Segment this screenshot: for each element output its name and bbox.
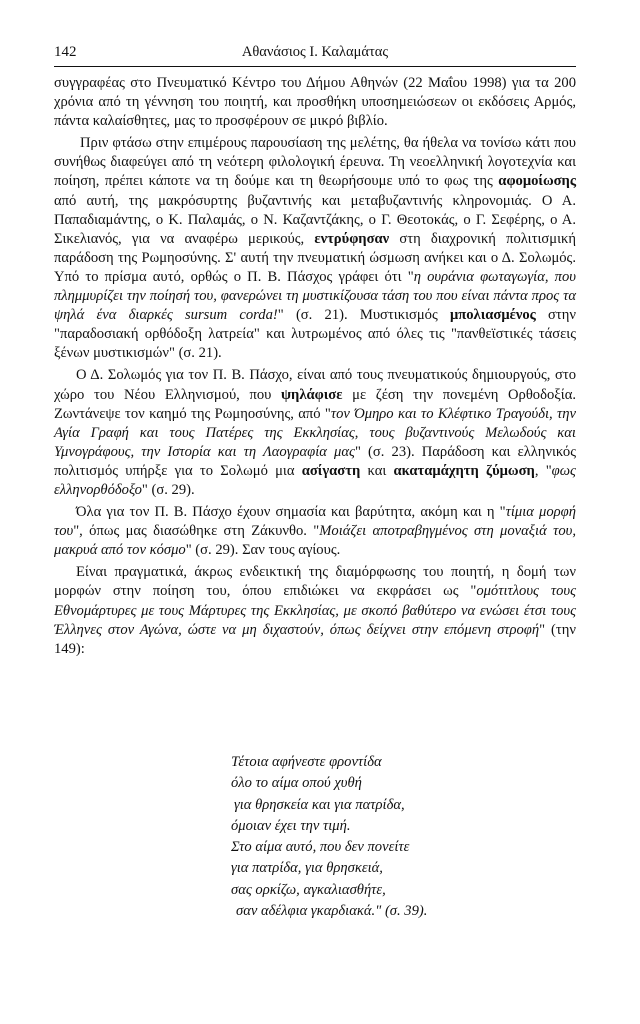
poem-line: σας ορκίζω, αγκαλιασθήτε, <box>231 881 386 898</box>
emphasis-bold: ψηλάφισε <box>281 386 343 403</box>
quotation-italic: ομότιτλους τους Εθνομάρτυρες με τους Μάρτυρες της Εκκλησίας, με σκοπό βαθύτερο να ενώσει έτσι τους Έλληνες στον Αγώνα, ώστε να μη διχαστούν, όπως δείχνει στην επόμενη στροφή <box>54 583 576 638</box>
paragraph-intro <box>54 134 576 363</box>
text-run: στην "παραδοσιακή ορθόδοξη λατρεία" και λυτρωμένος από όλες τις "πανθεϊστικές τάσεις ξένων μυστικισμών" (σ. 21). <box>54 307 576 362</box>
text-run: Ο Δ. Σολωμός για τον Π. Β. Πάσχο, είναι από τους πνευματικούς δημιουργούς, στο χώρο του Νέου Ελληνισμού, που <box>54 367 576 403</box>
page-header <box>54 42 576 67</box>
quotation-italic: φως ελληνορθόδοξο <box>54 462 576 498</box>
emphasis-bold: εντρύφησαν <box>314 230 390 247</box>
poem-line: για θρησκεία και για πατρίδα, <box>234 796 405 813</box>
text-run: " (σ. 29). Σαν τους αγίους. <box>185 542 341 559</box>
running-head: Αθανάσιος Ι. Καλαμάτας <box>241 44 389 60</box>
paragraph-significance <box>54 503 576 560</box>
poem-line: για πατρίδα, για θρησκειά, <box>231 860 383 877</box>
poem-line: σαν αδέλφια γκαρδιακά." (σ. 39). <box>236 903 428 920</box>
text-run: συγγραφέας στο Πνευματικό Κέντρο του Δήμου Αθηνών (22 Μαΐου 1998) για τα 200 χρόνια από τη γέννηση του ποιητή, και προσθήκη υποσημειώσεων οι εκδόσεις Αρμός, πάντα καλαίσθητες, μας το προσφέρουν σε μικρό βιβλίο. <box>54 75 576 130</box>
quotation-italic: τίμια μορφή του <box>54 504 576 540</box>
text-run: " (σ. 21). Μυστικισμός <box>277 307 450 324</box>
text-run: " (την 149): <box>54 621 577 657</box>
quotation-italic: η ουράνια φωταγωγία, που πλημμυρίζει την ποίησή του, φανερώνει τη μυστικίζουσα τάση του που είναι πάντα προς τα ψηλά ένα διαρκές sursum corda! <box>54 268 576 324</box>
quotation-italic: τον Όμηρο και το Κλέφτικο Τραγούδι, την Αγία Γραφή και τους Πατέρες της Εκκλησίας, τους βυζαντινούς Μελωδούς και Υμνογράφους, την Ιστορία και τη Λαογραφία μας <box>54 405 576 460</box>
text-run: " (σ. 29). <box>141 481 195 498</box>
text-run: , " <box>534 462 552 479</box>
poem-line: Τέτοια αφήνεστε φροντίδα <box>231 754 382 770</box>
paragraph-solomos-pascho <box>54 366 576 500</box>
page-number: 142 <box>54 44 77 60</box>
body-text <box>54 74 576 662</box>
text-run: Όλα για τον Π. Β. Πάσχο έχουν σημασία και βαρύτητα, ακόμη και η " <box>76 504 506 521</box>
poem-line: όλο το αίμα οπού χυθή <box>231 775 362 792</box>
emphasis-bold: ασίγαστη <box>301 462 361 479</box>
paragraph-continued <box>54 74 576 131</box>
quotation-italic: Μοιάζει αποτραβηγμένος στη μοναξιά του, μακρυά από τον κόσμο <box>54 523 576 559</box>
text-run: από αυτή, της μακρόσυρτης βυζαντινής και μεταβυζαντινής κληρονομιάς. Ο Α. Παπαδιαμάντης, ο Κ. Παλαμάς, ο Ν. Καζαντζάκης, ο Γ. Θεοτοκάς, ο Γ. Σεφέρης, ο Α. Σικελιανός, για να αναφέρω μερικούς, <box>54 192 576 247</box>
poem-line: Στο αίμα αυτό, που δεν πονείτε <box>231 839 410 856</box>
text-run: " (σ. 23). Παράδοση και ελληνικός πολιτισμός υπήρξε για το Σολωμό μια <box>54 443 576 479</box>
text-run: και <box>360 462 394 479</box>
text-run: ", όπως μας διασώθηκε στη Ζάκυνθο. " <box>73 523 320 540</box>
emphasis-bold: ακαταμάχητη ζύμωση <box>393 462 535 479</box>
emphasis-bold: μπολιασμένος <box>449 307 536 324</box>
emphasis-bold: αφομοίωσης <box>498 173 576 190</box>
text-run: με ζέση την πονεμένη Ορθοδοξία. Ζωντάνεψε τον καημό της Ρωμηοσύνης, από " <box>54 386 577 422</box>
poem-quote <box>231 752 576 922</box>
text-run: Πριν φτάσω στην επιμέρους παρουσίαση της μελέτης, θα ήθελα να τονίσω κάτι που συνήθως διαφεύγει από τη νεότερη φιλολογική έρευνα. Τη νεοελληνική λογοτεχνία και ποίηση, πρέπει κάποτε να τη δούμε και τη θεωρήσουμε υπό το φως της <box>54 135 576 190</box>
poem-line: όμοιαν έχει την τιμή. <box>231 817 351 834</box>
text-run: Είναι πραγματικά, άκρως ενδεικτική της διαμόρφωσης του ποιητή, η δομή των μορφών στην ποίηση του, όπου επιδιώκει να εκφράσει ως " <box>54 564 576 600</box>
paragraph-forms <box>54 563 576 658</box>
text-run: στη διαχρονική πολιτισμική παράδοση της Ρωμηοσύνης. Σ' αυτή την πνευματική ώσμωση ανήκει και ο Δ. Σολωμός. Υπό το πρίσμα αυτό, ορθώς ο Π. Β. Πάσχος γράφει ότι " <box>54 230 576 285</box>
